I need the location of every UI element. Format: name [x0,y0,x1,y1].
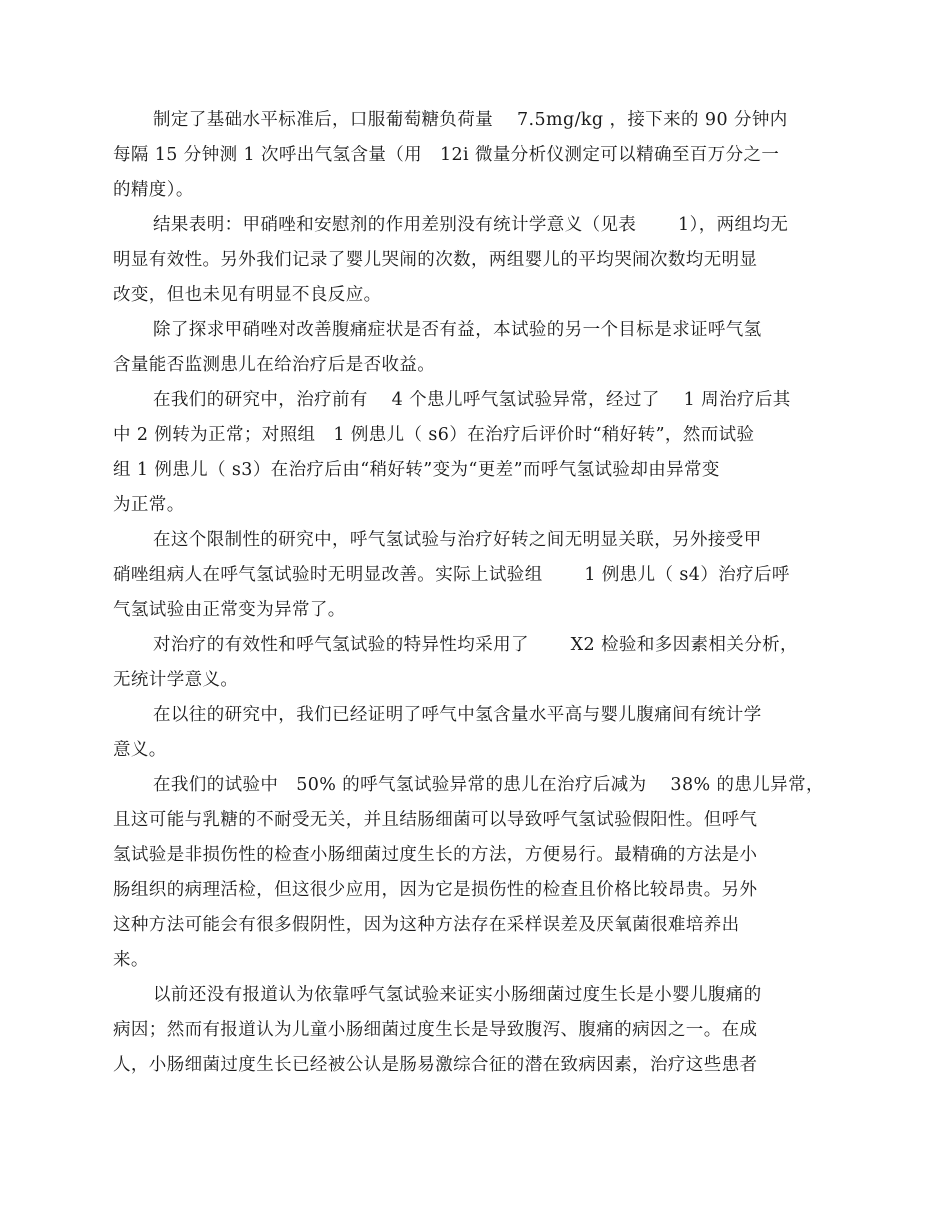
paragraph-8-line-4: 肠组织的病理活检，但这很少应用，因为它是损伤性的检查且价格比较昂贵。另外 [113,880,758,900]
paragraph-5-line-1: 在这个限制性的研究中，呼气氢试验与治疗好转之间无明显关联，另外接受甲 [153,530,762,550]
paragraph-6-line-1: 对治疗的有效性和呼气氢试验的特异性均采用了 X2 检验和多因素相关分析， [153,635,798,655]
paragraph-4-line-2: 中 2 例转为正常；对照组 1 例患儿（ s6）在治疗后评价时“稍好转”，然而试验 [113,425,755,445]
paragraph-2-line-1: 结果表明：甲硝唑和安慰剂的作用差别没有统计学意义（见表 1），两组均无 [153,215,789,235]
paragraph-1-line-1: 制定了基础水平标准后，口服葡萄糖负荷量 7.5mg/kg ，接下来的 90 分钟内 [153,110,788,130]
paragraph-3-line-1: 除了探求甲硝唑对改善腹痛症状是否有益，本试验的另一个目标是求证呼气氢 [153,320,762,340]
paragraph-6-line-2: 无统计学意义。 [113,670,239,690]
paragraph-2-line-3: 改变，但也未见有明显不良反应。 [113,285,382,305]
paragraph-9-line-1: 以前还没有报道认为依靠呼气氢试验来证实小肠细菌过度生长是小婴儿腹痛的 [153,985,762,1005]
paragraph-7-line-1: 在以往的研究中，我们已经证明了呼气中氢含量水平高与婴儿腹痛间有统计学 [153,705,762,725]
paragraph-9-line-3: 人，小肠细菌过度生长已经被公认是肠易激综合征的潜在致病因素，治疗这些患者 [113,1055,758,1075]
paragraph-3-line-2: 含量能否监测患儿在给治疗后是否收益。 [113,355,436,375]
paragraph-9-line-2: 病因；然而有报道认为儿童小肠细菌过度生长是导致腹泻、腹痛的病因之一。在成 [113,1020,758,1040]
paragraph-4-line-1: 在我们的研究中，治疗前有 4 个患儿呼气氢试验异常，经过了 1 周治疗后其 [153,390,791,410]
paragraph-5-line-3: 气氢试验由正常变为异常了。 [113,600,346,620]
paragraph-4-line-4: 为正常。 [113,495,185,515]
paragraph-8-line-5: 这种方法可能会有很多假阴性，因为这种方法存在采样误差及厌氧菌很难培养出 [113,915,740,935]
paragraph-8-line-1: 在我们的试验中 50% 的呼气氢试验异常的患儿在治疗后减为 38% 的患儿异常， [153,775,824,795]
paragraph-8-line-6: 来。 [113,950,149,970]
paragraph-8-line-3: 氢试验是非损伤性的检查小肠细菌过度生长的方法，方便易行。最精确的方法是小 [113,845,758,865]
paragraph-1-line-3: 的精度）。 [113,180,194,200]
paragraph-4-line-3: 组 1 例患儿（ s3）在治疗后由“稍好转”变为“更差”而呼气氢试验却由异常变 [113,460,720,480]
paragraph-5-line-2: 硝唑组病人在呼气氢试验时无明显改善。实际上试验组 1 例患儿（ s4）治疗后呼 [113,565,790,585]
paragraph-7-line-2: 意义。 [113,740,167,760]
paragraph-1-line-2: 每隔 15 分钟测 1 次呼出气氢含量（用 12i 微量分析仪测定可以精确至百万分之一 [113,145,780,165]
paragraph-2-line-2: 明显有效性。另外我们记录了婴儿哭闹的次数，两组婴儿的平均哭闹次数均无明显 [113,250,758,270]
paragraph-8-line-2: 且这可能与乳糖的不耐受无关，并且结肠细菌可以导致呼气氢试验假阳性。但呼气 [113,810,758,830]
